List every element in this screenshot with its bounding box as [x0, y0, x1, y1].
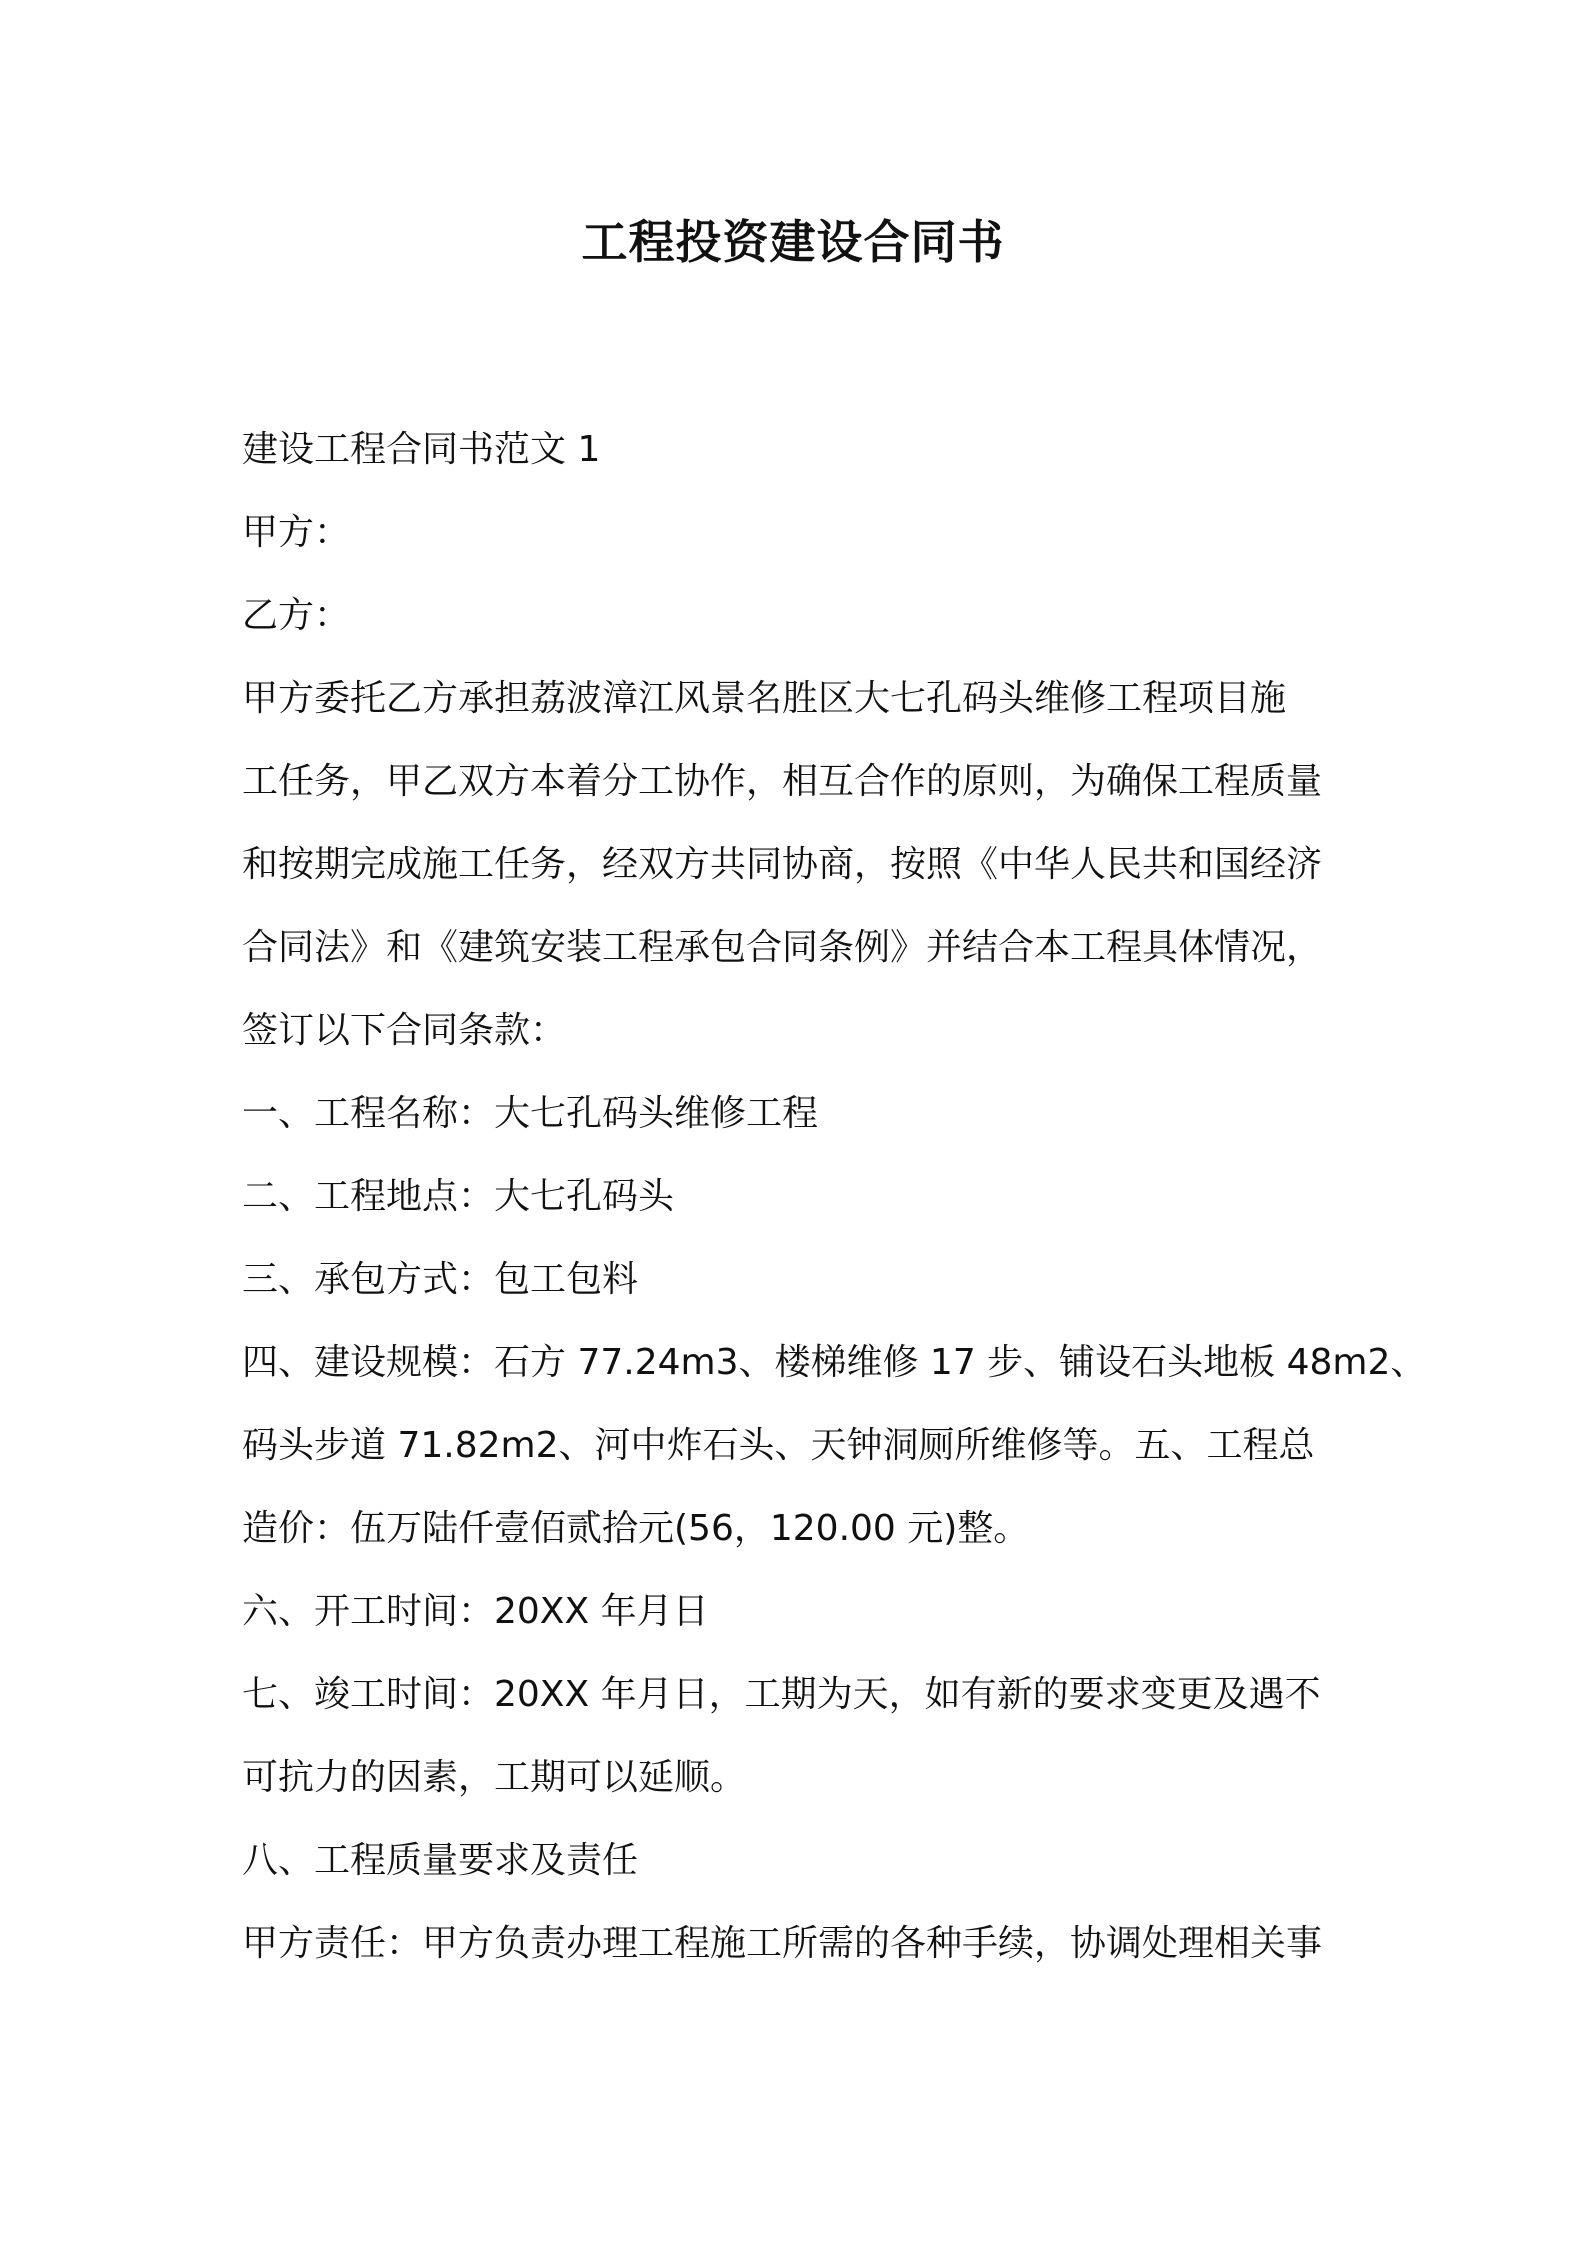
paragraph-line: 甲方责任：甲方负责办理工程施工所需的各种手续，协调处理相关事	[242, 1923, 1323, 1964]
party-b-label: 乙方：	[242, 595, 351, 636]
clause-project-name: 一、工程名称：大七孔码头维修工程	[242, 1093, 819, 1134]
paragraph-line: 可抗力的因素，工期可以延顺。	[242, 1757, 747, 1798]
clause-contract-method: 三、承包方式：包工包料	[242, 1259, 639, 1300]
document-body	[242, 408, 1427, 1985]
clause-project-location: 二、工程地点：大七孔码头	[242, 1176, 675, 1217]
paragraph-line: 甲方委托乙方承担荔波漳江风景名胜区大七孔码头维修工程项目施	[242, 678, 1287, 719]
paragraph-line: 签订以下合同条款：	[242, 1010, 567, 1051]
paragraph-line: 合同法》和《建筑安装工程承包合同条例》并结合本工程具体情况，	[242, 927, 1323, 968]
paragraph-line: 和按期完成施工任务，经双方共同协商，按照《中华人民共和国经济	[242, 844, 1323, 885]
clause-construction-scale: 四、建设规模：石方 77.24m3、楼梯维修 17 步、铺设石头地板 48m2、	[242, 1342, 1427, 1383]
party-a-label: 甲方：	[242, 512, 351, 553]
section-heading: 建设工程合同书范文 1	[242, 429, 601, 470]
clause-quality-requirements: 八、工程质量要求及责任	[242, 1840, 639, 1881]
clause-completion-date: 七、竣工时间：20XX 年月日，工期为天，如有新的要求变更及遇不	[242, 1674, 1321, 1715]
paragraph-line: 码头步道 71.82m2、河中炸石头、天钟洞厕所维修等。五、工程总	[242, 1425, 1315, 1466]
clause-start-date: 六、开工时间：20XX 年月日	[242, 1591, 709, 1632]
paragraph-line: 造价：伍万陆仟壹佰贰拾元(56，120.00 元)整。	[242, 1508, 1030, 1549]
document-title: 工程投资建设合同书	[581, 215, 1005, 269]
paragraph-line: 工任务，甲乙双方本着分工协作，相互合作的原则，为确保工程质量	[242, 761, 1323, 802]
